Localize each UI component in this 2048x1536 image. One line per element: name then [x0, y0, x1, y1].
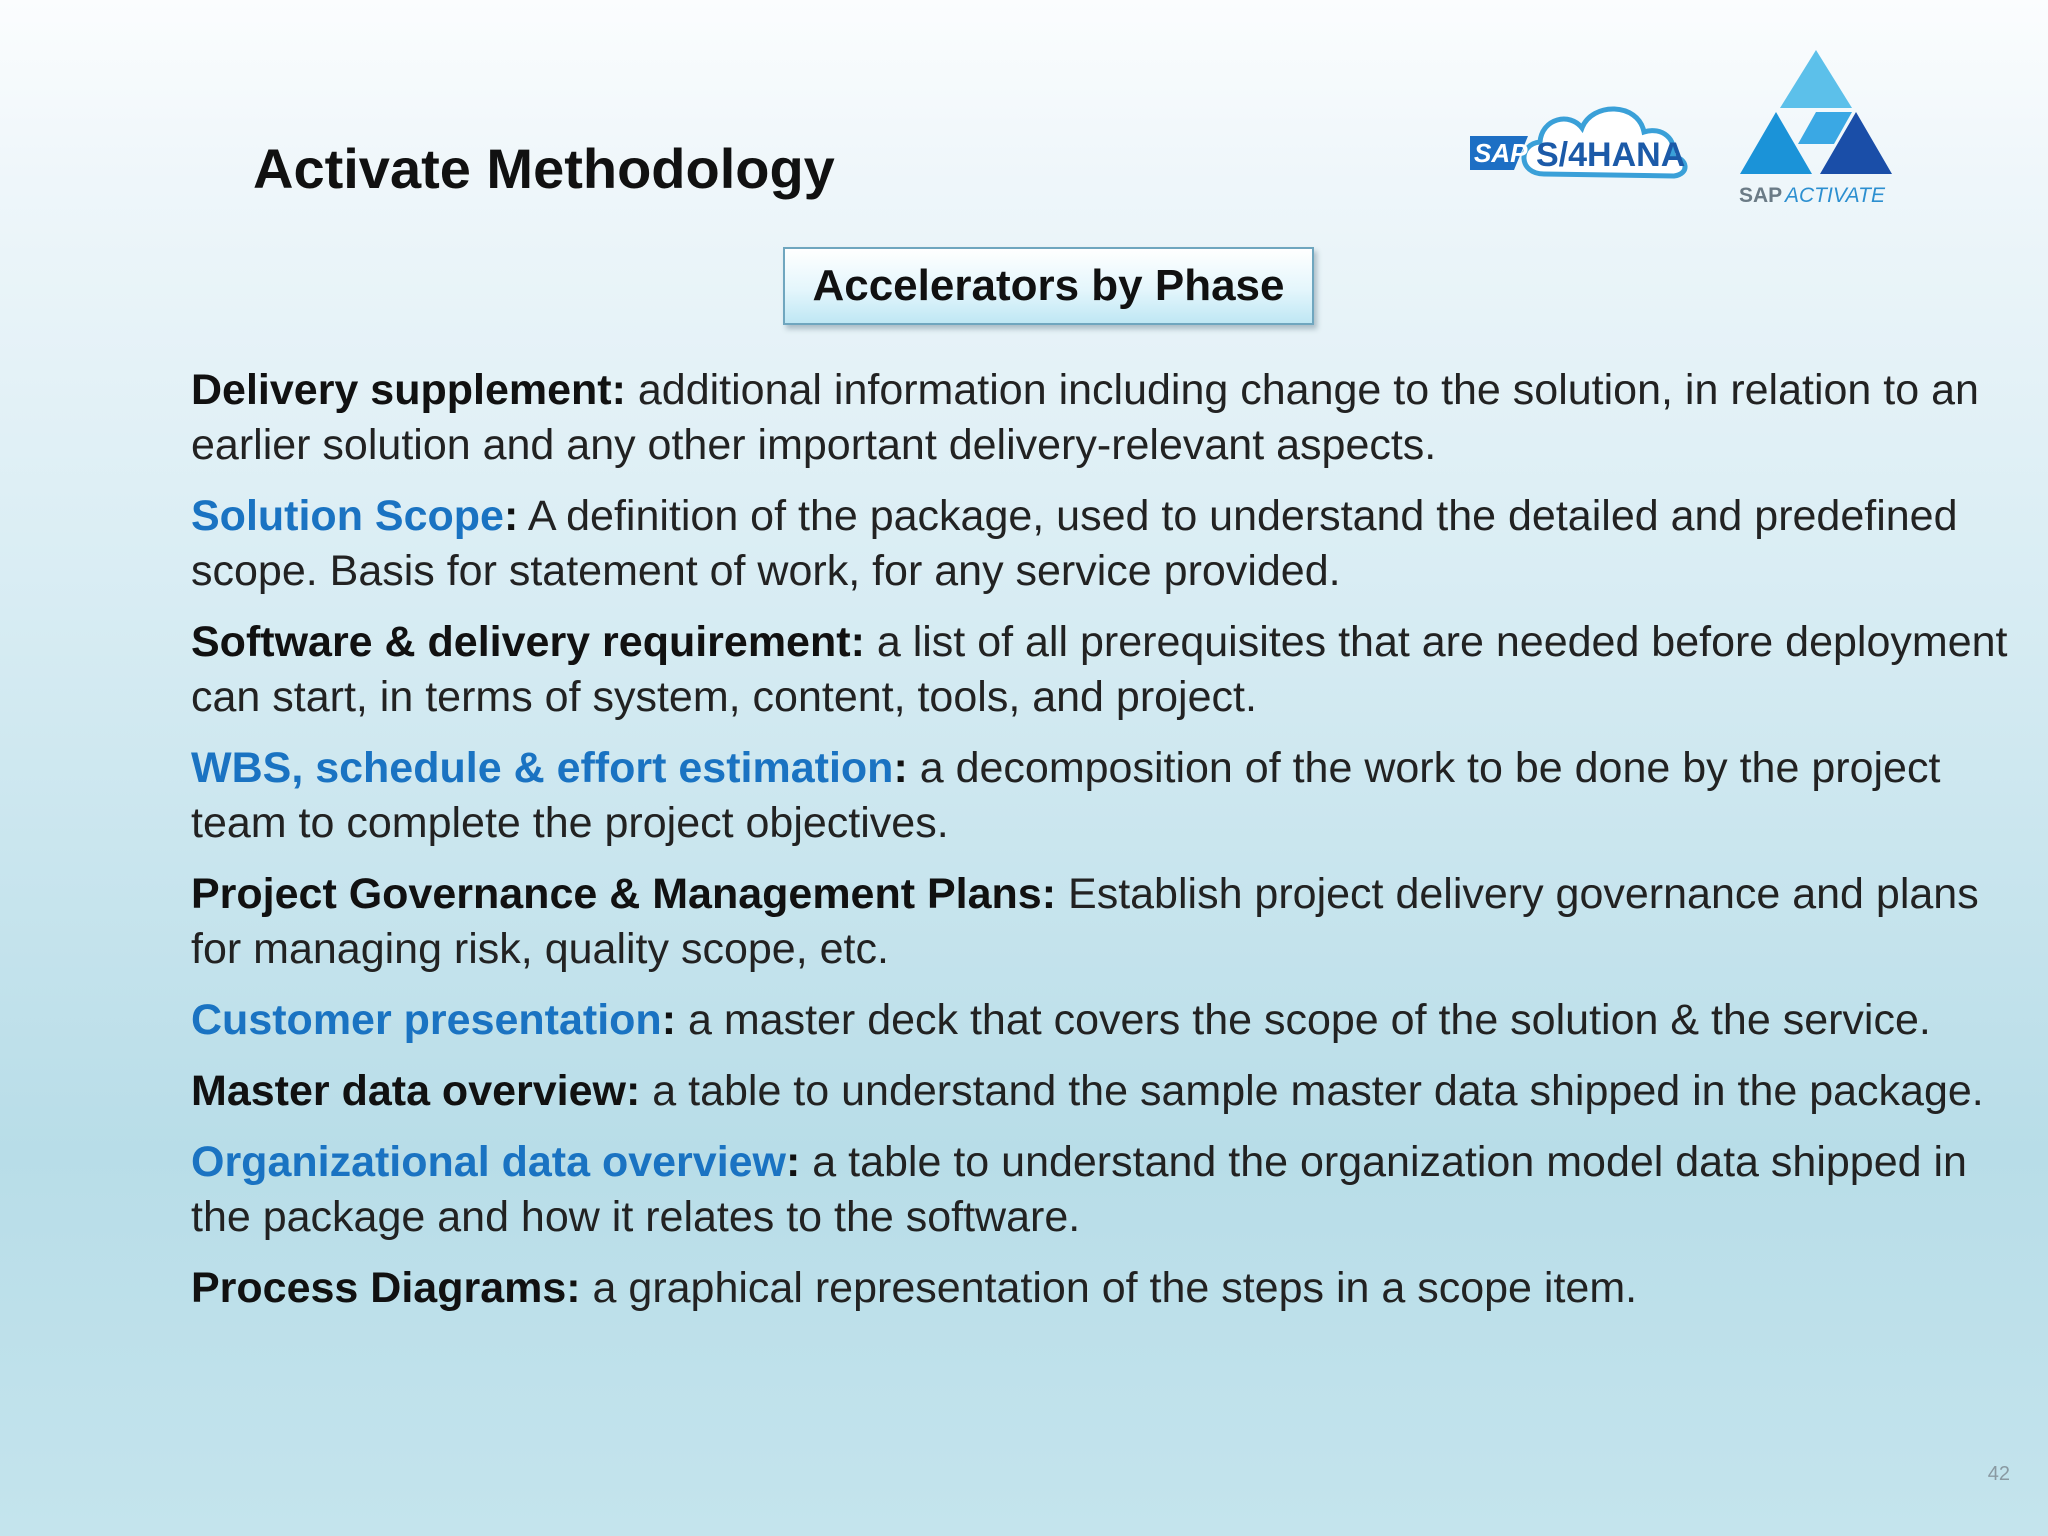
slide-title: Activate Methodology	[253, 137, 835, 200]
accelerator-term: WBS, schedule & effort estimation	[191, 744, 894, 792]
accelerator-project-governance	[191, 867, 2011, 977]
accelerator-list	[191, 363, 2011, 1332]
accelerator-term: Process Diagrams	[191, 1264, 567, 1312]
accelerator-colon: :	[611, 366, 626, 414]
accelerator-term: Software & delivery requirement	[191, 618, 851, 666]
accelerator-description: a table to understand the sample master data shipped in the package.	[640, 1067, 1984, 1115]
accelerator-colon: :	[625, 1067, 641, 1115]
sap-text: SAP	[1739, 184, 1783, 207]
accelerator-term: Organizational data overview	[191, 1138, 787, 1186]
accelerator-term: Master data overview	[191, 1067, 626, 1115]
accelerator-colon: :	[893, 744, 908, 792]
activate-text: ACTIVATE	[1785, 184, 1885, 207]
accelerator-master-data-overview	[191, 1064, 2011, 1119]
accelerator-colon: :	[786, 1138, 801, 1186]
accelerator-description: a master deck that covers the scope of the solution & the service.	[676, 996, 1931, 1044]
accelerator-description: a table to understand the organization model data shipped in the package and how it relates to the software.	[191, 1138, 1967, 1241]
accelerator-colon: :	[503, 492, 519, 540]
accelerator-software-delivery-requirement	[191, 615, 2011, 725]
accelerator-term: Solution Scope	[191, 492, 504, 540]
accelerator-description: A definition of the package, used to understand the detailed and predefined scope. Basis for statement of work, for any service provided.	[191, 492, 1958, 595]
accelerator-description: a graphical representation of the steps in a scope item.	[580, 1264, 1638, 1312]
accelerator-description: additional information including change to the solution, in relation to an earlier solution and any other important delivery-relevant aspects.	[191, 366, 1979, 469]
accelerator-term: Project Governance & Management Plans	[191, 870, 1042, 918]
page-number: 42	[1987, 1463, 2010, 1485]
sap-badge-text: SAP	[1474, 138, 1528, 168]
sap-s4hana-logo	[1466, 96, 1716, 196]
accelerator-colon: :	[566, 1264, 581, 1312]
s4hana-text: S/4HANA	[1536, 136, 1686, 174]
accelerators-by-phase-box: Accelerators by Phase	[783, 247, 1314, 325]
accelerator-customer-presentation	[191, 993, 2011, 1048]
accelerator-delivery-supplement	[191, 363, 2011, 473]
accelerator-organizational-data-overview	[191, 1135, 2011, 1245]
accelerator-term: Customer presentation	[191, 996, 662, 1044]
accelerator-wbs-schedule	[191, 741, 2011, 851]
accelerator-colon: :	[1041, 870, 1057, 918]
accelerator-term: Delivery supplement	[191, 366, 612, 414]
accelerator-description: a list of all prerequisites that are needed before deployment can start, in terms of system, content, tools, and project.	[191, 618, 2008, 721]
accelerator-description: Establish project delivery governance and plans for managing risk, quality scope, etc.	[191, 870, 1979, 973]
accelerator-colon: :	[661, 996, 677, 1044]
sap-activate-logo	[1736, 48, 1896, 208]
accelerator-process-diagrams	[191, 1261, 2011, 1316]
accelerator-description: a decomposition of the work to be done by the project team to complete the project objectives.	[191, 744, 1941, 847]
accelerator-solution-scope	[191, 489, 2011, 599]
accelerator-colon: :	[850, 618, 865, 666]
triangle-top-icon	[1780, 50, 1852, 108]
